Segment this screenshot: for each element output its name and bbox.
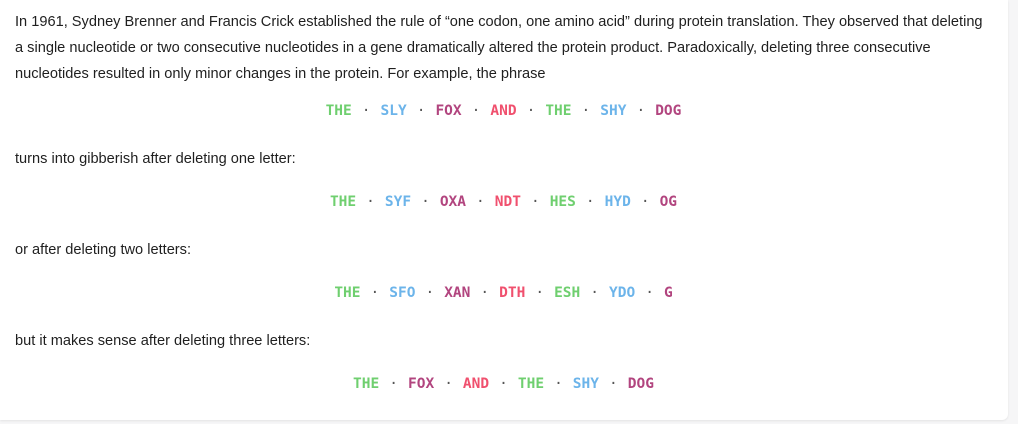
separator-dot: ·	[499, 376, 508, 392]
codon-token: XAN	[444, 285, 471, 301]
label-delete-two: or after deleting two letters:	[15, 242, 192, 258]
separator-dot: ·	[416, 103, 426, 119]
codon-token: FOX	[435, 103, 462, 119]
label-delete-one: turns into gibberish after deleting one letter:	[15, 151, 296, 167]
sequence-delete-three	[15, 374, 992, 394]
codon-token: HES	[549, 194, 576, 210]
separator-dot: ·	[530, 194, 540, 210]
separator-dot: ·	[476, 194, 485, 210]
codon-token: SFO	[389, 285, 416, 301]
codon-token: THE	[545, 103, 572, 119]
codon-token: SHY	[600, 103, 627, 119]
codon-token: THE	[353, 376, 380, 392]
label-delete-three: but it makes sense after deleting three letters:	[15, 333, 311, 349]
separator-dot: ·	[645, 285, 654, 301]
separator-dot: ·	[425, 285, 435, 301]
separator-dot: ·	[421, 194, 430, 210]
codon-token: AND	[462, 376, 490, 392]
separator-dot: ·	[471, 103, 481, 119]
separator-dot: ·	[590, 285, 599, 301]
codon-token: FOX	[407, 376, 435, 392]
separator-dot: ·	[526, 103, 536, 119]
codon-token: NDT	[494, 194, 521, 210]
codon-token: HYD	[604, 194, 631, 210]
codon-token: OG	[659, 194, 678, 210]
codon-token: YDO	[609, 285, 636, 301]
codon-token: SLY	[380, 103, 407, 119]
codon-token: G	[663, 285, 673, 301]
codon-token: DOG	[655, 103, 682, 119]
separator-dot: ·	[640, 194, 650, 210]
sequence-delete-one	[15, 192, 992, 212]
codon-token: ESH	[554, 285, 581, 301]
separator-dot: ·	[554, 376, 563, 392]
codon-token: THE	[329, 194, 357, 210]
separator-dot: ·	[480, 285, 490, 301]
codon-token: AND	[490, 103, 517, 119]
codon-token: SYF	[384, 194, 412, 210]
separator-dot: ·	[370, 285, 380, 301]
codon-token: THE	[334, 285, 361, 301]
codon-token: OXA	[439, 194, 467, 210]
separator-dot: ·	[585, 194, 595, 210]
sequence-original	[15, 101, 992, 121]
codon-token: SHY	[572, 376, 599, 392]
separator-dot: ·	[581, 103, 591, 119]
separator-dot: ·	[609, 376, 618, 392]
codon-token: DTH	[499, 285, 526, 301]
separator-dot: ·	[361, 103, 371, 119]
separator-dot: ·	[444, 376, 453, 392]
separator-dot: ·	[389, 376, 398, 392]
sequence-delete-two	[15, 283, 992, 303]
separator-dot: ·	[535, 285, 545, 301]
codon-token: THE	[517, 376, 545, 392]
intro-paragraph: In 1961, Sydney Brenner and Francis Crick established the rule of “one codon, one amino acid” during protein translation. They observed that deleting a single nucleotide or two consecutive nucleotides in a gene dramatically altered the protein product. Paradoxically, deleting three consecutive nucleotides resulted in only minor changes in the protein. For example, the phrase	[15, 14, 983, 82]
separator-dot: ·	[636, 103, 646, 119]
separator-dot: ·	[366, 194, 375, 210]
codon-token: THE	[325, 103, 352, 119]
codon-token: DOG	[627, 376, 654, 392]
